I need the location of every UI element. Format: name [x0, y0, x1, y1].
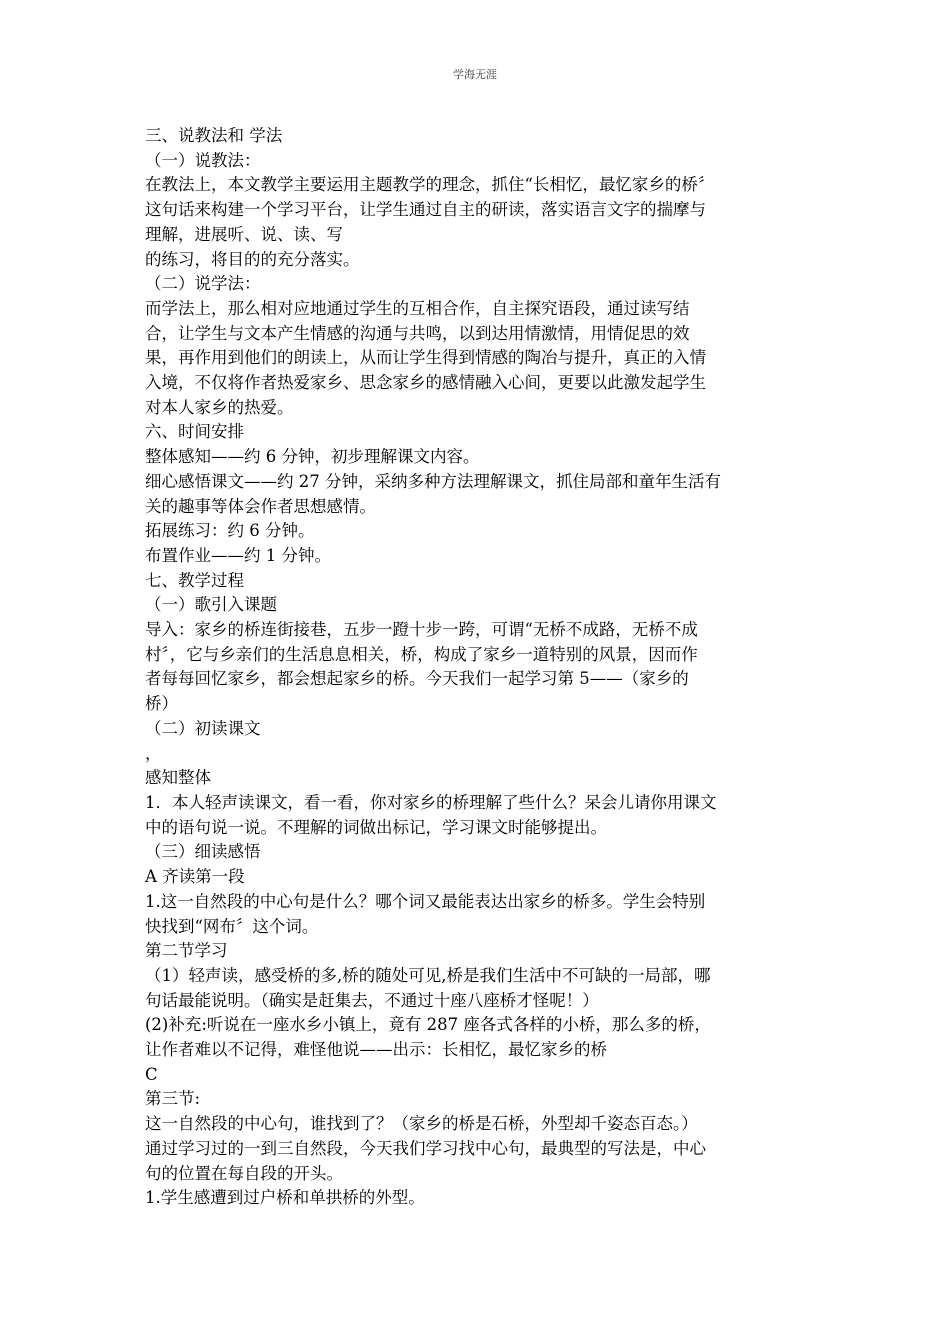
text-line: 中的语句说一说。不理解的词做出标记，学习课文时能够提出。 — [145, 817, 607, 837]
text-line: 对本人家乡的热爱。 — [145, 397, 294, 417]
text-line: 让作者难以不记得，难怪他说——出示：长相忆，最忆家乡的桥 — [145, 1040, 607, 1060]
text-line: A 齐读第一段 — [145, 867, 245, 887]
text-line: 第二节学习 — [145, 941, 228, 961]
text-line: 拓展练习：约 6 分钟。 — [145, 521, 315, 541]
text-line: 这句话来构建一个学习平台，让学生通过自主的研读，落实语言文字的揣摩与 — [145, 200, 706, 220]
text-line: 1.这一自然段的中心句是什么？哪个词又最能表达出家乡的桥多。学生会特别 — [145, 891, 706, 911]
text-line: 者每每回忆家乡，都会想起家乡的桥。今天我们一起学习第 5——（家乡的 — [145, 669, 689, 689]
text-line: 这一自然段的中心句，谁找到了？（家乡的桥是石桥，外型却千姿态百态。） — [145, 1114, 698, 1134]
text-line: 句的位置在每自段的开头。 — [145, 1163, 343, 1183]
text-line: (2)补充:听说在一座水乡小镇上，竟有 287 座各式各样的小桥，那么多的桥， — [145, 1015, 711, 1035]
text-line: （一）说教法： — [145, 150, 261, 170]
text-line: （三）细读感悟 — [145, 842, 261, 862]
text-line: 导入：家乡的桥连街接巷，五步一蹬十步一跨，可谓“无桥不成路，无桥不成 — [145, 620, 698, 640]
text-line: 而学法上，那么相对应地通过学生的互相合作，自主探究语段，通过读写结 — [145, 298, 690, 318]
page-header: 学海无涯 — [453, 68, 497, 81]
text-line: 理解，进展听、说、读、写 — [145, 224, 343, 244]
text-line: 1.学生感遭到过户桥和单拱桥的外型。 — [145, 1188, 425, 1208]
text-line: 感知整体 — [145, 768, 211, 788]
text-line: 通过学习过的一到三自然段，今天我们学习找中心句，最典型的写法是，中心 — [145, 1138, 706, 1158]
text-line: 细心感悟课文——约 27 分钟，采纳多种方法理解课文，抓住局部和童年生活有 — [145, 471, 721, 491]
text-line: 入境，不仅将作者热爱家乡、思念家乡的感情融入心间，更要以此激发起学生 — [145, 373, 706, 393]
text-line: 句话最能说明。（确实是赶集去，不通过十座八座桥才怪呢！） — [145, 990, 599, 1010]
text-line: 关的趣事等体会作者思想感情。 — [145, 496, 376, 516]
text-line: 合，让学生与文本产生情感的沟通与共鸣，以到达用情激情，用情促思的效 — [145, 323, 690, 343]
text-line: 的练习，将目的的充分落实。 — [145, 249, 360, 269]
text-line: 三、说教法和 学法 — [145, 126, 283, 145]
text-line: （1）轻声读，感受桥的多,桥的随处可见,桥是我们生活中不可缺的一局部，哪 — [145, 965, 711, 985]
text-line: （一）歌引入课题 — [145, 595, 277, 615]
text-line: 布置作业——约 1 分钟。 — [145, 545, 331, 565]
document-body — [145, 124, 807, 1211]
text-line: ， — [145, 743, 162, 763]
text-line: （二）初读课文 — [145, 718, 261, 738]
text-line: 快找到“网布〞这个词。 — [145, 916, 319, 936]
text-line: 果，再作用到他们的朗读上，从而让学生得到情感的陶冶与提升，真正的入情 — [145, 348, 706, 368]
text-line: 六、时间安排 — [145, 422, 244, 442]
text-line: 村〞，它与乡亲们的生活息息相关，桥，构成了家乡一道特别的风景，因而作 — [145, 644, 698, 664]
text-line: 七、教学过程 — [145, 570, 244, 590]
text-line: 桥） — [145, 694, 178, 714]
text-line: 在教法上，本文教学主要运用主题教学的理念，抓住“长相忆，最忆家乡的桥〞 — [145, 175, 715, 195]
text-line: （二）说学法： — [145, 274, 261, 294]
text-line: 整体感知——约 6 分钟，初步理解课文内容。 — [145, 447, 480, 467]
text-line: 第三节: — [145, 1089, 201, 1109]
text-line: 1．本人轻声读课文，看一看，你对家乡的桥理解了些什么？呆会儿请你用课文 — [145, 792, 717, 812]
text-line: C — [145, 1064, 158, 1084]
